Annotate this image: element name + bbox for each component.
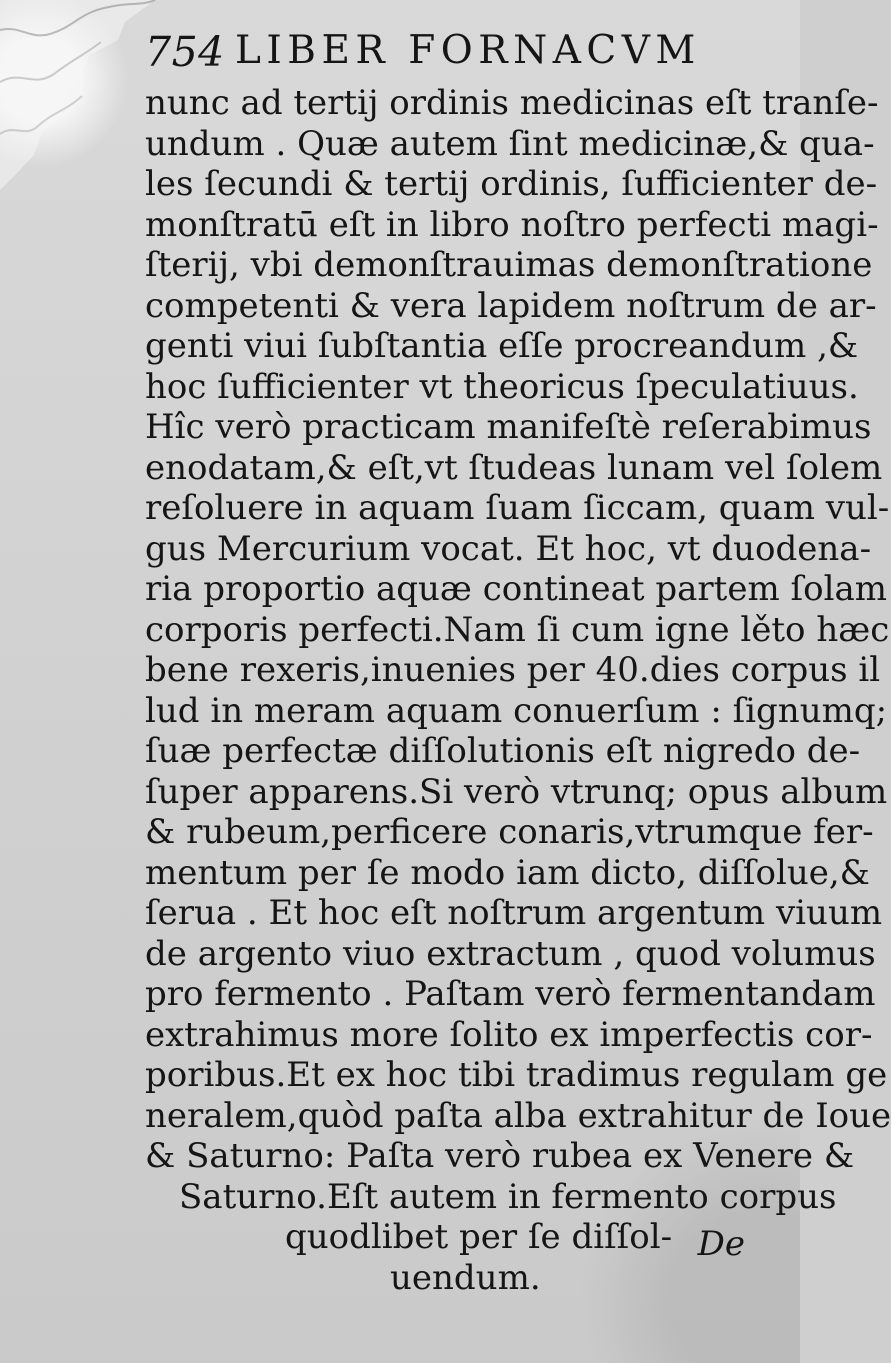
text-line: quodlibet per ſe diſſol- [285, 1217, 673, 1257]
text-line: gus Mercurium vocat. Et hoc, vt duodena- [145, 528, 872, 569]
text-line: ria proportio aquæ contineat partem ſolam [145, 569, 887, 609]
text-line: genti viui ſubſtantia eſſe procreandum ,& [145, 326, 859, 366]
main-text [145, 83, 891, 1298]
text-line: ſterij, vbi demonſtrauimas demonſtratione [145, 245, 873, 285]
page-header [145, 28, 755, 86]
text-line: ſuæ perfectæ diſſolutionis eſt nigredo de- [145, 731, 861, 771]
text-line: les ſecundi & tertij ordinis, ſufficienter de- [145, 164, 878, 204]
text-line: undum . Quæ autem ſint medicinæ,& qua- [145, 123, 875, 164]
text-line: bene rexeris,inuenies per 40.dies corpus il [145, 650, 881, 690]
text-line: ſerua . Et hoc eſt noſtrum argentum viuum [145, 893, 883, 933]
text-line: Hîc verò practicam manifeſtè reſerabimus [145, 407, 872, 447]
text-line: pro fermento . Paſtam verò fermentandam [145, 974, 876, 1014]
text-line: corporis perfecti.Nam ſi cum igne lěto hæc [145, 609, 890, 650]
text-line: lud in meram aquam conuerſum : ſignumq; [145, 690, 888, 731]
text-line: mentum per ſe modo iam dicto, diſſolue,& [145, 852, 870, 893]
running-head: LIBER FORNACVM [235, 28, 701, 73]
text-line: & Saturno: Paſta verò rubea ex Venere & [145, 1136, 855, 1176]
text-line: Saturno.Eſt autem in fermento corpus [179, 1176, 837, 1217]
text-line: extrahimus more ſolito ex imperfectis cor- [145, 1014, 873, 1055]
text-line: neralem,quòd paſta alba extrahitur de Ioue [145, 1095, 891, 1136]
text-line: reſoluere in aquam ſuam ſiccam, quam vul- [145, 488, 890, 528]
text-line: poribus.Et ex hoc tibi tradimus regulam ge [145, 1055, 888, 1095]
text-line: enodatam,& eſt,vt ſtudeas lunam vel ſolem [145, 447, 883, 488]
text-line: de argento viuo extractum , quod volumus [145, 933, 876, 974]
text-line: & rubeum,perficere conaris,vtrumque fer- [145, 812, 874, 852]
text-line: nunc ad tertij ordinis medicinas eſt tranſe- [145, 83, 879, 123]
torn-corner-mark [0, 0, 155, 190]
page-number: 754 [145, 28, 225, 76]
text-line: hoc ſufficienter vt theoricus ſpeculatiuus. [145, 366, 859, 407]
text-line: uendum. [390, 1257, 541, 1298]
text-line: competenti & vera lapidem noſtrum de ar- [145, 285, 877, 326]
text-line: monſtratū eſt in libro noſtro perfecti magi- [145, 204, 879, 245]
text-line: ſuper apparens.Si verò vtrunq; opus album [145, 771, 888, 812]
catchword: De [697, 1224, 745, 1264]
